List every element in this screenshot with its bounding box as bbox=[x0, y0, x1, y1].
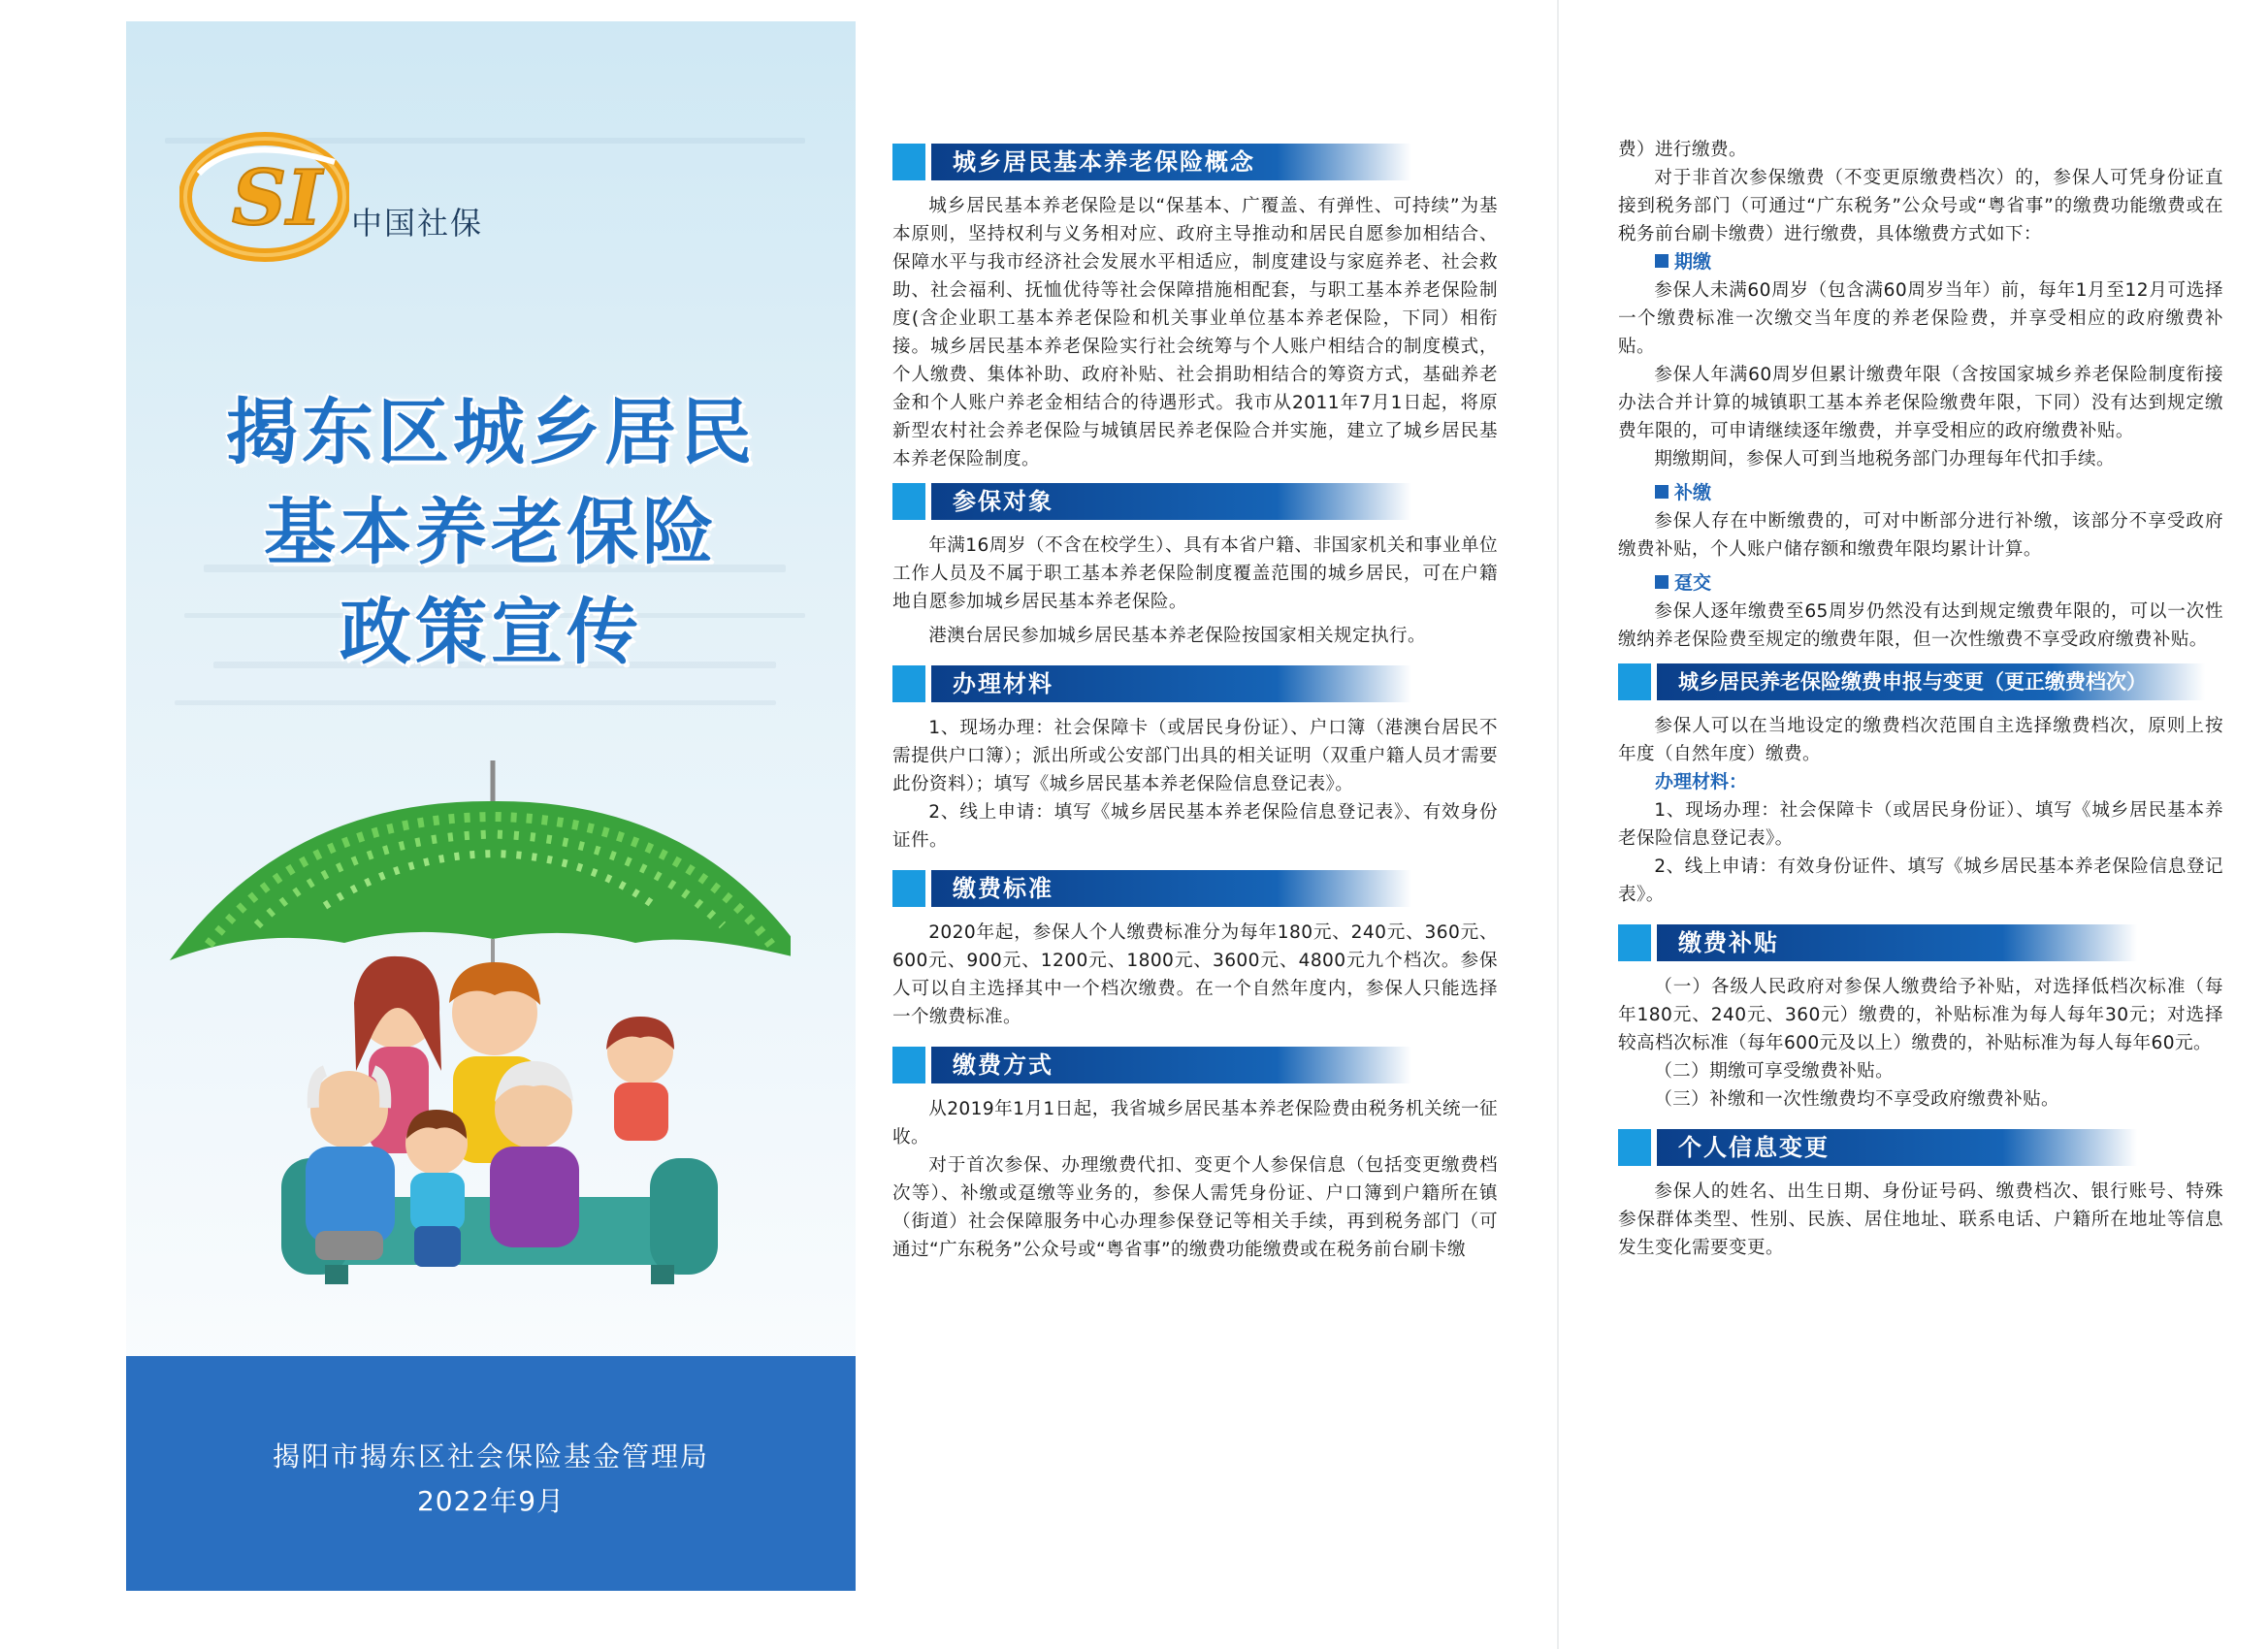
section-marker bbox=[1618, 1129, 1651, 1166]
cover-title-line-1: 揭东区城乡居民 bbox=[226, 391, 756, 474]
subsection-periodic: 期缴 bbox=[1618, 248, 2223, 276]
subsidy-paragraph-3: （三）补缴和一次性缴费均不享受政府缴费补贴。 bbox=[1654, 1089, 2060, 1110]
section-title: 城乡居民基本养老保险概念 bbox=[931, 144, 1411, 180]
back-payment-paragraph: 参保人存在中断缴费的，可对中断部分进行补缴，该部分不享受政府缴费补贴，个人账户储存额和缴费年限均累计计算。 bbox=[1618, 511, 2223, 560]
methods-paragraph-continued: 费）进行缴费。 bbox=[1618, 140, 1747, 160]
concept-paragraph: 城乡居民基本养老保险是以“保基本、广覆盖、有弹性、可持续”为基本原则，坚持权利与义务相对应、政府主导推动和居民自愿参加相结合、保障水平与我市经济社会发展水平相适应，制度建设与家庭养老、社会救助、社会福利、抚恤优待等社会保障措施相配套，与职工基本养老保险制度(含企业职工基本养老保险和机关事业单位基本养老保险，下同）相衔接。城乡居民基本养老保险实行社会统筹与个人账户相结合的制度模式，个人缴费、集体补助、政府补贴、社会捐助相结合的筹资方式，基础养老金和个人账户养老金相结合的待遇形式。我市从2011年7月1日起，将原新型农村社会养老保险与城镇居民养老保险合并实施，建立了城乡居民基本养老保险制度。 bbox=[892, 196, 1498, 469]
right-column bbox=[1618, 136, 2223, 1262]
lump-sum-paragraph: 参保人逐年缴费至65周岁仍然没有达到规定缴费年限的，可以一次性缴纳养老保险费至规定的缴费年限，但一次性缴费不享受政府缴费补贴。 bbox=[1618, 601, 2223, 650]
publisher-name: 揭阳市揭东区社会保险基金管理局 bbox=[272, 1440, 709, 1472]
umbrella-family-illustration bbox=[150, 741, 791, 1304]
section-marker bbox=[1618, 924, 1651, 961]
subsection-lump-sum: 趸交 bbox=[1618, 569, 2223, 598]
social-security-logo-icon bbox=[179, 123, 349, 269]
materials-paragraph-1: 1、现场办理：社会保障卡（或居民身份证）、户口簿（港澳台居民不需提供户口簿）；派出所或公安部门出具的相关证明（双重户籍人员才需要此份资料）；填写《城乡居民基本养老保险信息登记表》。 bbox=[892, 718, 1498, 794]
section-title: 办理材料 bbox=[931, 665, 1411, 702]
standards-paragraph: 2020年起，参保人个人缴费标准分为每年180元、240元、360元、600元、900元、1200元、1800元、3600元、4800元九个档次。参保人可以自主选择其中一个档次缴费。在一个自然年度内，参保人只能选择一个缴费标准。 bbox=[892, 922, 1498, 1027]
periodic-paragraph-3: 期缴期间，参保人可到当地税务部门办理每年代扣手续。 bbox=[1654, 449, 2116, 469]
periodic-paragraph-1: 参保人未满60周岁（包含满60周岁当年）前，每年1月至12月可选择一个缴费标准一次缴交当年度的养老保险费，并享受相应的政府缴费补贴。 bbox=[1618, 280, 2223, 357]
cover-title-line-3: 政策宣传 bbox=[340, 591, 642, 674]
declare-paragraph: 参保人可以在当地设定的缴费档次范围自主选择缴费档次，原则上按年度（自然年度）缴费。 bbox=[1618, 716, 2223, 764]
change-paragraph: 参保人的姓名、出生日期、身份证号码、缴费档次、银行账号、特殊参保群体类型、性别、民族、居住地址、联系电话、户籍所在地址等信息发生变化需要变更。 bbox=[1618, 1181, 2223, 1258]
section-marker bbox=[1618, 663, 1651, 700]
subsection-back-payment: 补缴 bbox=[1618, 479, 2223, 507]
subsidy-paragraph-2: （二）期缴可享受缴费补贴。 bbox=[1654, 1061, 1895, 1082]
section-title: 缴费标准 bbox=[931, 870, 1411, 907]
section-marker bbox=[892, 144, 925, 180]
declare-material-1: 1、现场办理：社会保障卡（或居民身份证）、填写《城乡居民基本养老保险信息登记表》。 bbox=[1618, 800, 2223, 849]
section-title: 缴费方式 bbox=[931, 1047, 1411, 1083]
section-header-methods bbox=[892, 1047, 1498, 1083]
publish-date: 2022年9月 bbox=[416, 1485, 566, 1517]
materials-paragraph-2: 2、线上申请：填写《城乡居民基本养老保险信息登记表》、有效身份证件。 bbox=[892, 802, 1498, 851]
section-header-concept bbox=[892, 144, 1498, 180]
section-title: 缴费补贴 bbox=[1657, 924, 2137, 961]
logo-text: 中国社保 bbox=[351, 205, 484, 242]
section-header-change bbox=[1618, 1129, 2223, 1166]
section-marker bbox=[892, 665, 925, 702]
periodic-paragraph-2: 参保人年满60周岁但累计缴费年限（含按国家城乡养老保险制度衔接办法合并计算的城镇职工基本养老保险缴费年限，下同）没有达到规定缴费年限的，可申请继续逐年缴费，并享受相应的政府缴费补贴。 bbox=[1618, 365, 2223, 441]
methods-paragraph-1: 从2019年1月1日起，我省城乡居民基本养老保险费由税务机关统一征收。 bbox=[892, 1099, 1498, 1148]
section-header-declare bbox=[1618, 663, 2223, 700]
subsection-marker bbox=[1655, 485, 1669, 499]
cover-footer bbox=[126, 1356, 856, 1591]
section-header-materials bbox=[892, 665, 1498, 702]
methods-paragraph-2: 对于首次参保、办理缴费代扣、变更个人参保信息（包括变更缴费档次等）、补缴或趸缴等业务的，参保人需凭身份证、户口簿到户籍所在镇（街道）社会保障服务中心办理参保登记等相关手续，再到税务部门（可通过“广东税务”公众号或“粤省事”的缴费功能缴费或在税务前台刷卡缴 bbox=[892, 1155, 1498, 1260]
methods-paragraph-3: 对于非首次参保缴费（不变更原缴费档次）的，参保人可凭身份证直接到税务部门（可通过“广东税务”公众号或“粤省事”的缴费功能缴费或在税务前台刷卡缴费）进行缴费，具体缴费方式如下： bbox=[1618, 168, 2223, 244]
section-marker bbox=[892, 1047, 925, 1083]
subsidy-paragraph-1: （一）各级人民政府对参保人缴费给予补贴，对选择低档次标准（每年180元、240元、360元）缴费的，补贴标准为每人每年30元；对选择较高档次标准（每年600元及以上）缴费的，补贴标准为每人每年60元。 bbox=[1618, 977, 2223, 1053]
section-title: 个人信息变更 bbox=[1657, 1129, 2137, 1166]
middle-column bbox=[892, 136, 1498, 1264]
section-header-targets bbox=[892, 483, 1498, 520]
subsection-marker bbox=[1655, 254, 1669, 268]
background-texture bbox=[175, 700, 776, 705]
section-header-standards bbox=[892, 870, 1498, 907]
targets-paragraph-1: 年满16周岁（不含在校学生）、具有本省户籍、非国家机关和事业单位工作人员及不属于职工基本养老保险制度覆盖范围的城乡居民，可在户籍地自愿参加城乡居民基本养老保险。 bbox=[892, 535, 1498, 612]
svg-text:SI: SI bbox=[232, 154, 322, 242]
cover-title-line-2: 基本养老保险 bbox=[264, 491, 718, 574]
section-title: 参保对象 bbox=[931, 483, 1411, 520]
section-marker bbox=[892, 483, 925, 520]
cover-panel bbox=[126, 21, 856, 1591]
fold-line bbox=[1557, 0, 1559, 1649]
declare-material-2: 2、线上申请：有效身份证件、填写《城乡居民基本养老保险信息登记表》。 bbox=[1618, 857, 2223, 905]
targets-paragraph-2: 港澳台居民参加城乡居民基本养老保险按国家相关规定执行。 bbox=[928, 626, 1427, 646]
section-marker bbox=[892, 870, 925, 907]
section-header-subsidy bbox=[1618, 924, 2223, 961]
section-title: 城乡居民养老保险缴费申报与变更（更正缴费档次） bbox=[1657, 663, 2205, 700]
subsection-marker bbox=[1655, 575, 1669, 589]
declare-materials-label: 办理材料： bbox=[1655, 771, 1748, 792]
